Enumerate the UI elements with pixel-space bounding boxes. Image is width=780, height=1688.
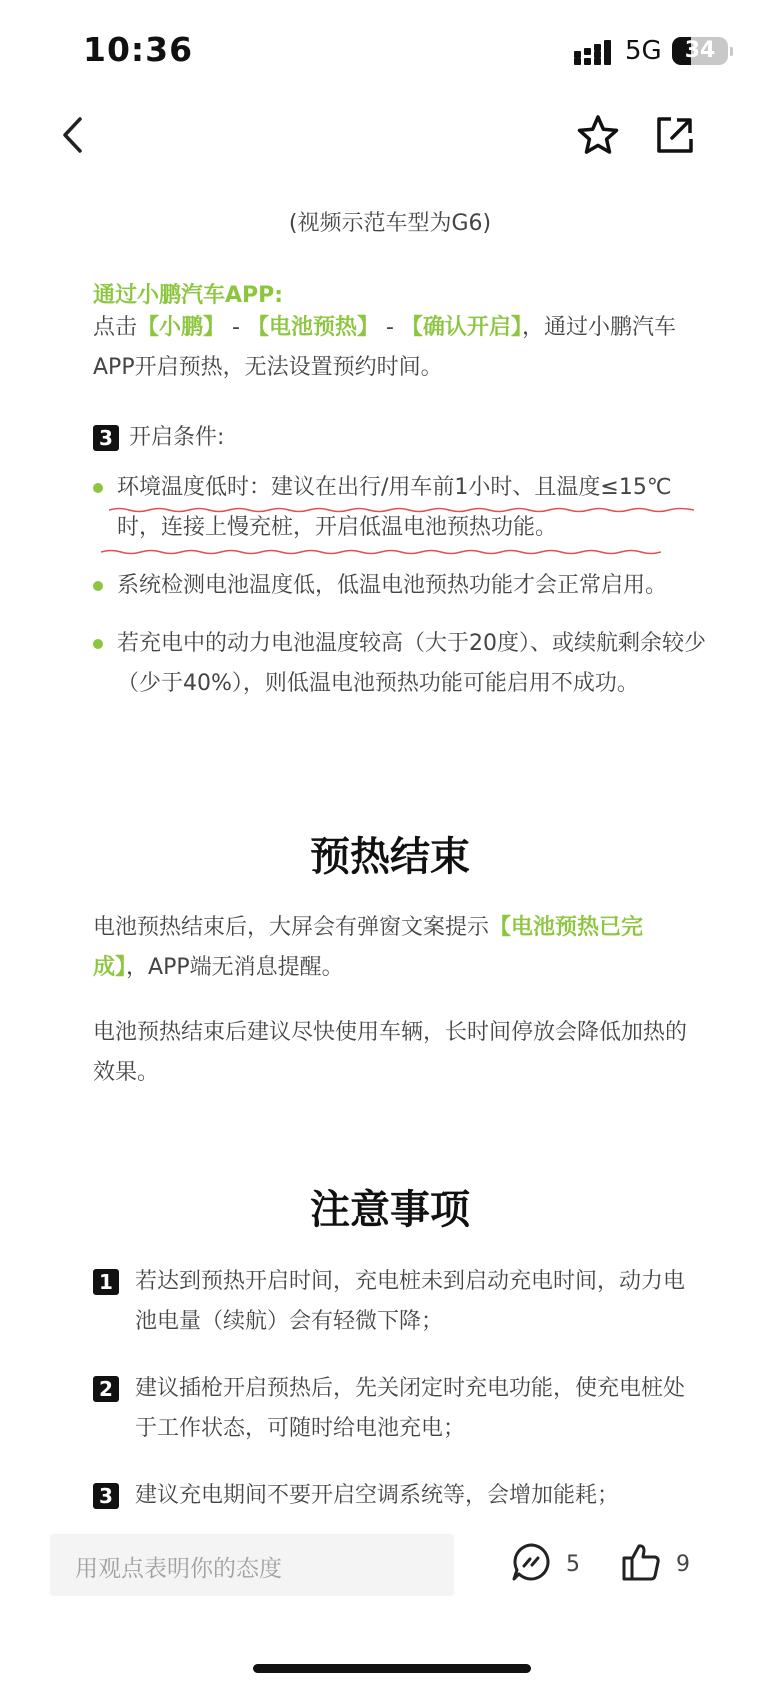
home-indicator: [253, 1664, 531, 1673]
handwritten-underline-2: [101, 548, 661, 556]
comment-icon: [510, 1541, 552, 1587]
app-step-sep-2: -: [378, 315, 401, 340]
note-item: [93, 1476, 693, 1516]
app-step-2: 【电池预热】: [246, 315, 379, 340]
note-number: 3: [93, 1483, 119, 1509]
app-section-text: [93, 308, 693, 388]
condition-item: [93, 566, 713, 606]
note-text: 建议充电期间不要开启空调系统等，会增加能耗；: [135, 1483, 620, 1508]
battery-level: 34: [684, 38, 716, 63]
app-step-3: 【确认开启】: [400, 315, 522, 340]
thumbs-up-icon: [620, 1541, 662, 1587]
comment-count: 5: [566, 1551, 580, 1577]
app-step-suffix: ，通过小鹏汽车APP开启预热，无法设置预约时间。: [93, 315, 676, 380]
condition-item-text: 若充电中的动力电池温度较高（大于20度）、或续航剩余较少（少于40%），则低温电池预热功能可能启用不成功。: [117, 631, 706, 696]
preheat-end-text-1: [93, 908, 693, 988]
note-text: 建议插枪开启预热后，先关闭定时充电功能，使充电桩处于工作状态，可随时给电池充电；: [135, 1376, 686, 1441]
signal-icon: [574, 40, 614, 64]
condition-item: [93, 624, 713, 704]
app-step-sep-1: -: [225, 315, 247, 340]
battery-tip: [730, 47, 733, 56]
bullet-dot: [93, 639, 103, 649]
bullet-dot: [93, 483, 103, 493]
like-button[interactable]: [620, 1542, 690, 1586]
conditions-label: 开启条件:: [129, 425, 225, 450]
condition-item: [93, 468, 713, 548]
condition-item-text: 环境温度低时：建议在出行/用车前1小时、且温度≤15℃时，连接上慢充桩，开启低温电池预热功能。: [117, 475, 672, 540]
handwritten-underline-1: [109, 506, 694, 514]
like-count: 9: [676, 1551, 690, 1577]
share-icon[interactable]: [650, 110, 700, 160]
video-caption: (视频示范车型为G6): [288, 211, 492, 236]
conditions-number: 3: [93, 425, 119, 451]
note-number: 2: [93, 1376, 119, 1402]
app-step-prefix: 点击: [93, 315, 138, 340]
battery-icon: [672, 37, 728, 65]
conditions-heading: [93, 418, 693, 458]
comment-placeholder: 用观点表明你的态度: [75, 1556, 282, 1582]
comment-input[interactable]: [50, 1534, 454, 1596]
network-label: 5G: [625, 36, 662, 66]
note-number: 1: [93, 1269, 119, 1295]
bullet-dot: [93, 581, 103, 591]
preheat-end-text-2: 电池预热结束后建议尽快使用车辆，长时间停放会降低加热的效果。: [93, 1020, 688, 1085]
preheat-end-highlight: 【电池预热已完成】: [93, 915, 644, 980]
star-icon[interactable]: [573, 110, 623, 160]
preheat-end-suffix: ，APP端无消息提醒。: [126, 955, 344, 980]
comment-button[interactable]: [510, 1542, 580, 1586]
condition-item-text: 系统检测电池温度低，低温电池预热功能才会正常启用。: [117, 573, 668, 598]
status-bar: [0, 0, 780, 100]
app-section-heading: 通过小鹏汽车APP:: [93, 283, 284, 308]
top-nav: [0, 110, 780, 170]
preheat-end-prefix: 电池预热结束后，大屏会有弹窗文案提示: [93, 915, 490, 940]
section-title-notes: 注意事项: [310, 1187, 470, 1233]
note-item: [93, 1262, 693, 1342]
status-time: 10:36: [83, 30, 194, 69]
chevron-left-icon[interactable]: [48, 110, 98, 160]
note-item: [93, 1369, 693, 1449]
section-title-preheat-end: 预热结束: [310, 834, 470, 880]
app-step-1: 【小鹏】: [137, 315, 226, 340]
note-text: 若达到预热开启时间，充电桩未到启动充电时间，动力电池电量（续航）会有轻微下降；: [135, 1269, 686, 1334]
